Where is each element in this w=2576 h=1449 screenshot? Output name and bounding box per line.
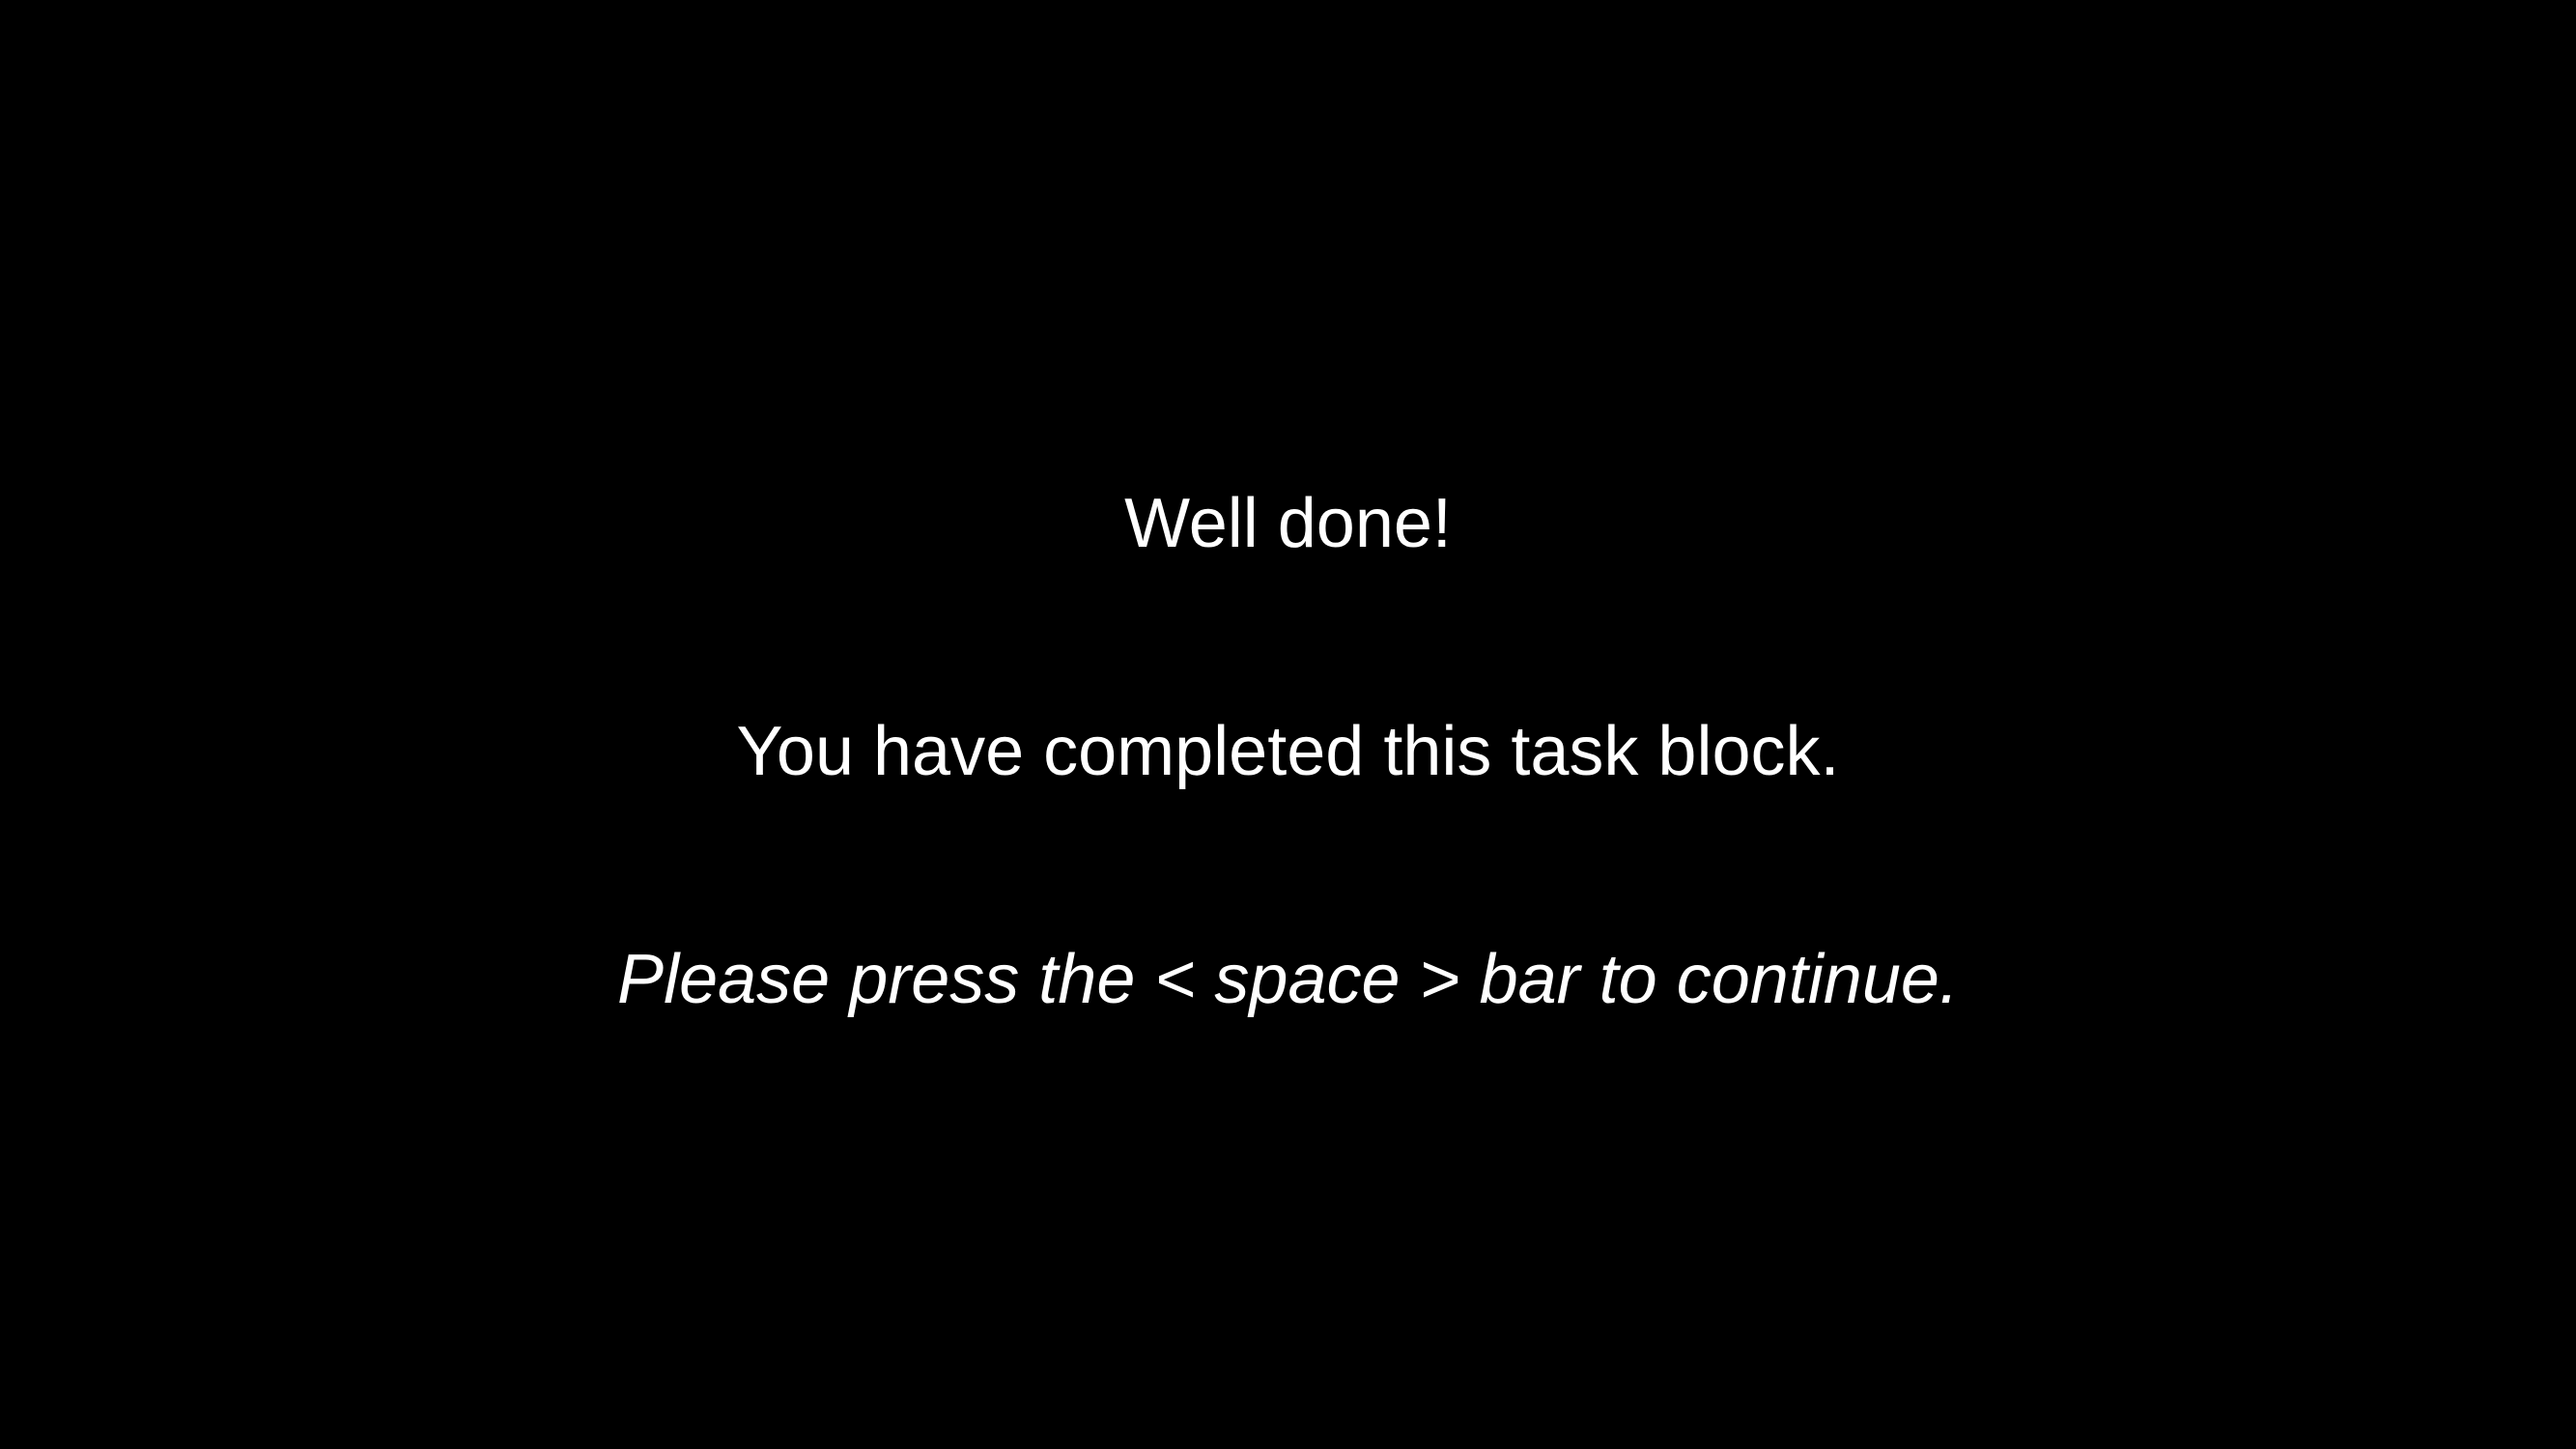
- completion-heading: Well done!: [1124, 485, 1452, 562]
- completion-message: You have completed this task block.: [736, 713, 1840, 790]
- continue-instruction: Please press the < space > bar to continue.: [617, 941, 1959, 1018]
